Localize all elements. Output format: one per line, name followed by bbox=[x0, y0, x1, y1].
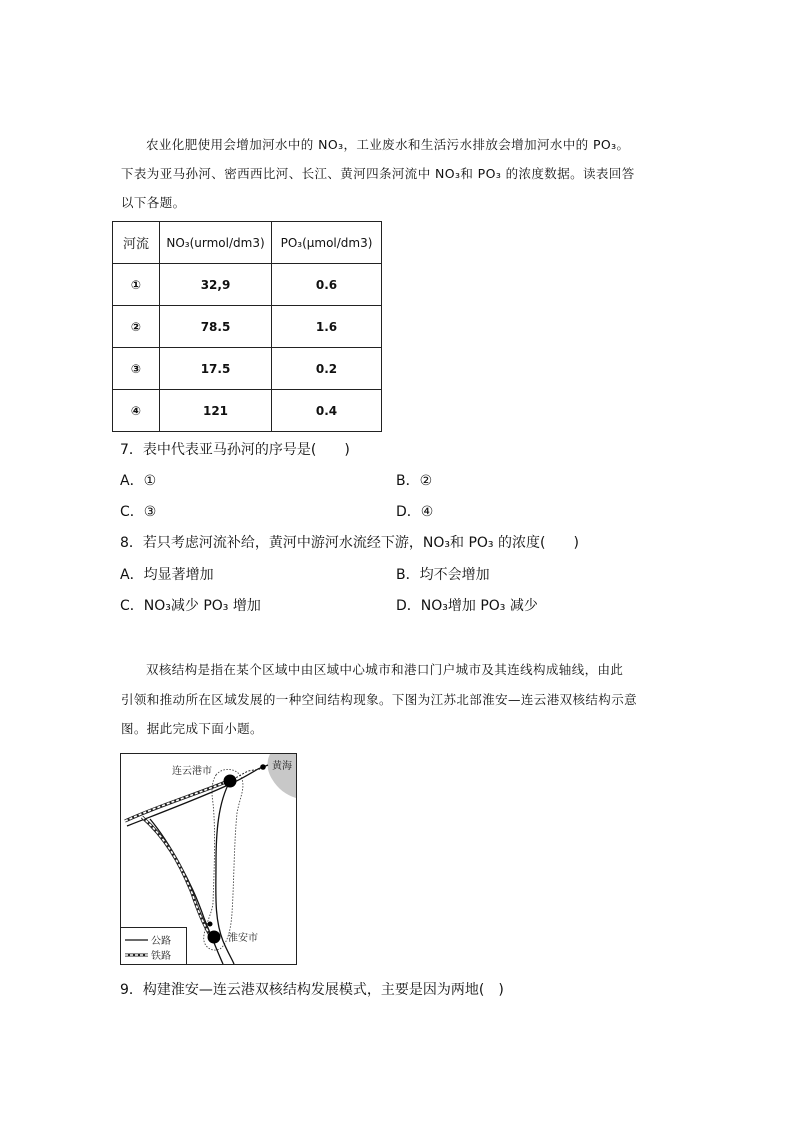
table-header-po3: PO₃(μmol/dm3) bbox=[272, 222, 382, 264]
q7-option-a[interactable]: A．① bbox=[120, 473, 157, 489]
legend-rail-label: 铁路 bbox=[151, 951, 171, 962]
table-cell-id: ② bbox=[113, 306, 160, 348]
table-row bbox=[113, 348, 382, 390]
label-huaian: 淮安市 bbox=[228, 933, 258, 944]
q8-option-a[interactable]: A．均显著增加 bbox=[120, 567, 214, 583]
huaian-lianyungang-map bbox=[120, 753, 297, 965]
table-cell-po3: 0.4 bbox=[272, 390, 382, 432]
table-row bbox=[113, 306, 382, 348]
table-header-no3: NO₃(urmol/dm3) bbox=[160, 222, 272, 264]
huaian-city-dot bbox=[208, 931, 221, 944]
legend-road-label: 公路 bbox=[151, 936, 171, 947]
passage2-line3: 图。据此完成下面小题。 bbox=[121, 721, 263, 736]
table-row bbox=[113, 390, 382, 432]
passage1-line1: 农业化肥使用会增加河水中的 NO₃，工业废水和生活污水排放会增加河水中的 PO₃。 bbox=[146, 137, 630, 152]
table-cell-no3: 17.5 bbox=[160, 348, 272, 390]
q7-stem: 7．表中代表亚马孙河的序号是( ) bbox=[120, 442, 350, 458]
table-cell-no3: 32,9 bbox=[160, 264, 272, 306]
label-huanghai: 黄海 bbox=[272, 761, 292, 772]
passage1-line3: 以下各题。 bbox=[121, 195, 186, 210]
q8-stem: 8．若只考虑河流补给，黄河中游河水流经下游，NO₃和 PO₃ 的浓度( ) bbox=[120, 535, 579, 551]
q8-option-d[interactable]: D．NO₃增加 PO₃ 减少 bbox=[396, 598, 538, 614]
table-cell-id: ④ bbox=[113, 390, 160, 432]
table-cell-po3: 0.2 bbox=[272, 348, 382, 390]
passage1-line2: 下表为亚马孙河、密西西比河、长江、黄河四条河流中 NO₃和 PO₃ 的浓度数据。读表回答 bbox=[121, 166, 635, 181]
table-header-river: 河流 bbox=[113, 222, 160, 264]
q7-option-d[interactable]: D．④ bbox=[396, 504, 434, 520]
lianyungang-city-dot bbox=[224, 775, 237, 788]
table-row bbox=[113, 264, 382, 306]
table-cell-no3: 121 bbox=[160, 390, 272, 432]
table-cell-po3: 1.6 bbox=[272, 306, 382, 348]
table-cell-no3: 78.5 bbox=[160, 306, 272, 348]
river-concentration-table bbox=[112, 221, 382, 432]
small-town-dot bbox=[208, 922, 213, 927]
q9-stem: 9．构建淮安—连云港双核结构发展模式，主要是因为两地( ) bbox=[120, 982, 504, 998]
table-header-row bbox=[113, 222, 382, 264]
table-cell-id: ① bbox=[113, 264, 160, 306]
q8-option-c[interactable]: C．NO₃减少 PO₃ 增加 bbox=[120, 598, 261, 614]
label-lianyungang: 连云港市 bbox=[172, 766, 212, 777]
q7-option-b[interactable]: B．② bbox=[396, 473, 433, 489]
q7-option-c[interactable]: C．③ bbox=[120, 504, 157, 520]
map-legend bbox=[121, 928, 187, 965]
port-dot bbox=[260, 764, 266, 770]
table-cell-id: ③ bbox=[113, 348, 160, 390]
passage2-line2: 引领和推动所在区域发展的一种空间结构现象。下图为江苏北部淮安—连云港双核结构示意 bbox=[121, 692, 638, 707]
table-cell-po3: 0.6 bbox=[272, 264, 382, 306]
passage2-line1: 双核结构是指在某个区域中由区域中心城市和港口门户城市及其连线构成轴线，由此 bbox=[146, 662, 624, 677]
q8-option-b[interactable]: B．均不会增加 bbox=[396, 567, 490, 583]
